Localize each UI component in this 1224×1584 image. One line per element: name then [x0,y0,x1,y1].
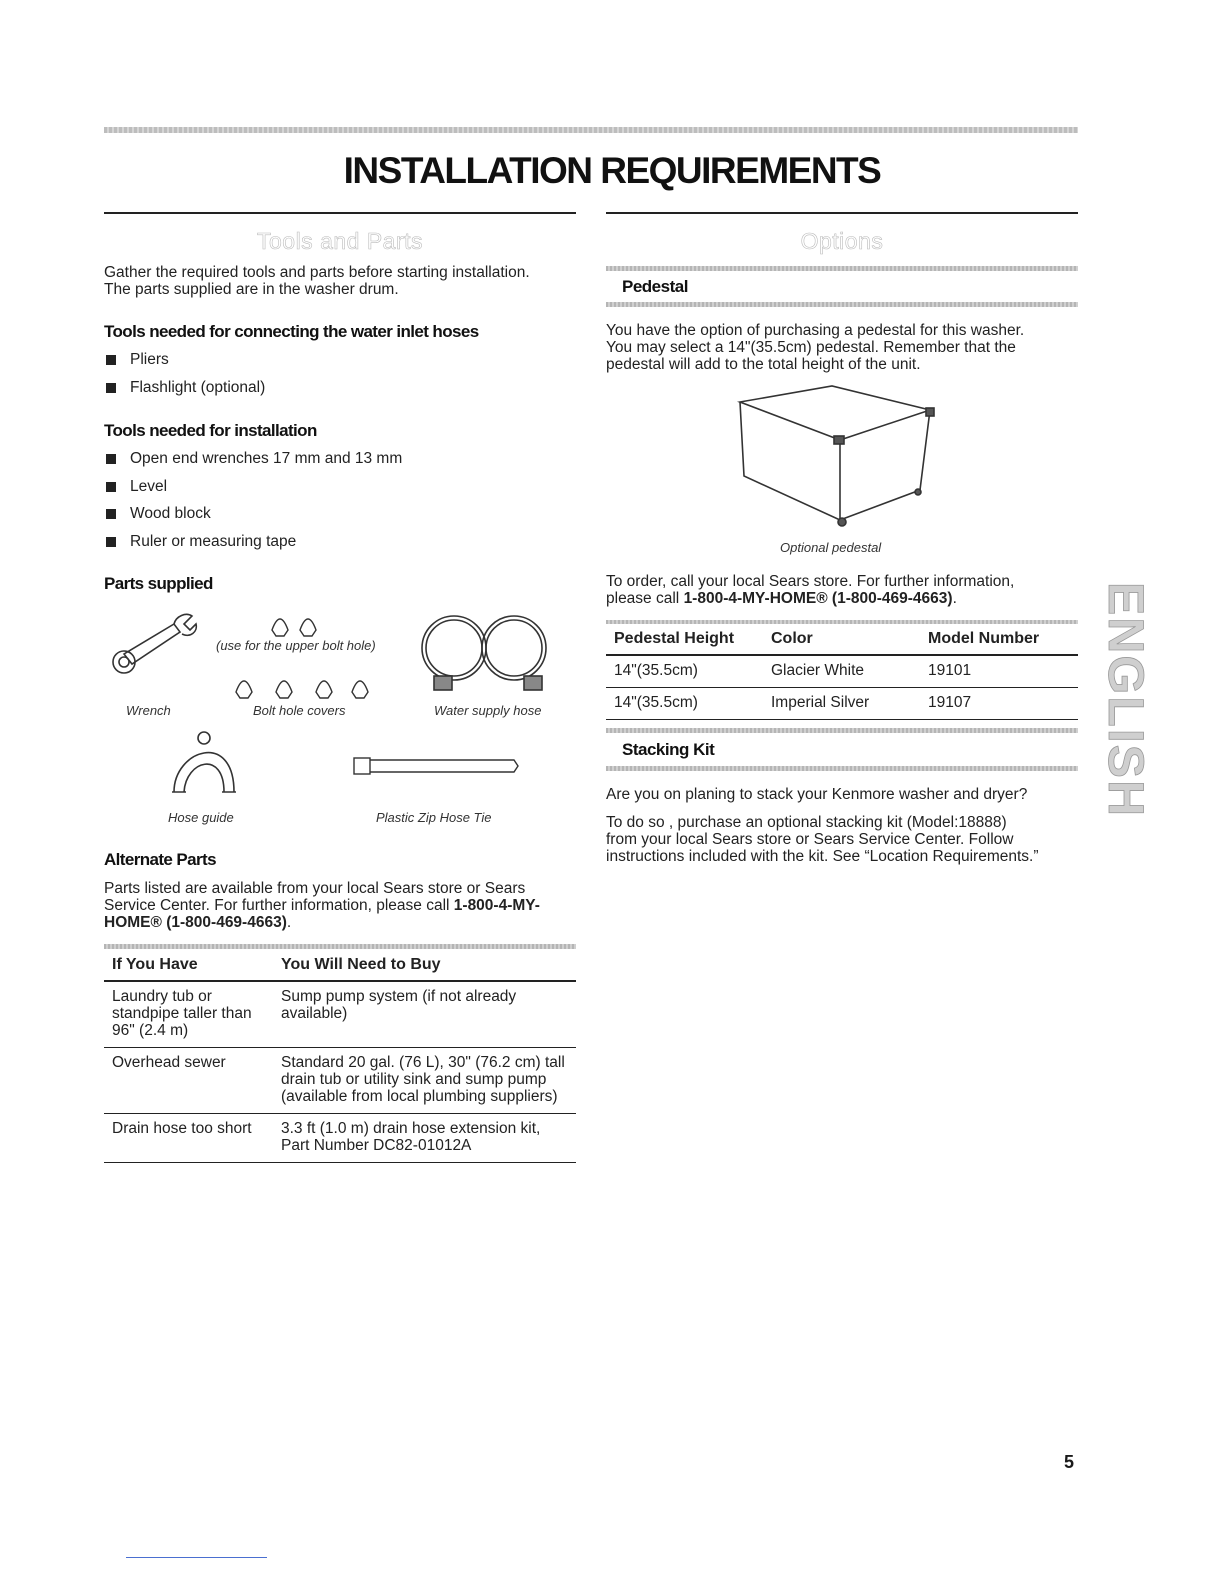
table-header: Model Number [920,624,1078,655]
stacking-kit-heading: Stacking Kit [622,740,715,759]
caption-zip-tie: Plastic Zip Hose Tie [376,810,492,825]
page-number: 5 [1064,1452,1075,1472]
tools-intro: Gather the required tools and parts before starting installation. The parts supplied are in the washer drum. [104,264,530,298]
table-header: You Will Need to Buy [273,950,576,981]
table-cell: 14"(35.5cm) [606,655,763,688]
table-cell: Standard 20 gal. (76 L), 30" (76.2 cm) tall drain tub or utility sink and sump pump (available from local plumbing suppliers) [273,1048,576,1114]
table-top-bar [104,944,576,949]
water-hose-icon [422,616,546,690]
table-cell: Sump pump system (if not already available) [273,981,576,1048]
order-text: To order, call your local Sears store. For further information, please call 1-800-4-MY-HOME® (1-800-469-4663). [606,573,1015,607]
table-cell: 14"(35.5cm) [606,688,763,720]
stacking-bottom-bar [606,766,1078,771]
side-language-tab [1097,560,1154,840]
stacking-top-bar [606,728,1078,733]
hose-guide-icon [172,732,236,792]
left-section-rule [104,212,576,214]
table-cell: 19101 [920,655,1078,688]
stacking-question: Are you on planing to stack your Kenmore washer and dryer? [606,786,1028,803]
stacking-text: To do so , purchase an optional stacking kit (Model:18888) from your local Sears store or Sears Service Center. Follow instructions included with the kit. See “Location Requirements.” [606,814,1039,865]
side-label-english: ENGLISH [1097,581,1154,819]
list-item: Ruler or measuring tape [104,533,564,561]
table-cell: Glacier White [763,655,920,688]
caption-upper-bolt: (use for the upper bolt hole) [216,638,376,653]
caption-wrench: Wrench [126,703,171,718]
top-decorative-bar [104,127,1078,133]
pedestal-illustration [730,380,950,530]
caption-water-supply-hose: Water supply hose [434,703,542,718]
table-header: If You Have [104,950,273,981]
parts-illustration [104,600,584,840]
tools-install-heading: Tools needed for installation [104,421,317,440]
pedestal-bottom-bar [606,302,1078,307]
page-title: INSTALLATION REQUIREMENTS [343,150,881,191]
table-row [606,655,1078,688]
table-row [104,1114,576,1163]
list-item: Open end wrenches 17 mm and 13 mm [104,450,564,478]
table-cell: Drain hose too short [104,1114,273,1163]
table-header: Pedestal Height [606,624,763,655]
alternate-parts-heading: Alternate Parts [104,850,216,869]
table-cell: Laundry tub or standpipe taller than 96" (2.4 m) [104,981,273,1048]
list-item: Pliers [104,351,564,379]
table-header-row [606,624,1078,655]
wrench-icon [113,614,196,673]
caption-bolt-hole-covers: Bolt hole covers [253,703,346,718]
tools-water-heading: Tools needed for connecting the water inlet hoses [104,322,479,341]
alternate-parts-text: Parts listed are available from your local Sears store or Sears Service Center. For further information, please call 1-800-4-MY- HOME® (1-800-469-4663). [104,880,540,931]
alternate-parts-table [104,950,576,1163]
table-row [104,1048,576,1114]
caption-hose-guide: Hose guide [168,810,234,825]
footer-line [126,1557,267,1558]
caption-optional-pedestal: Optional pedestal [780,540,882,555]
right-section-rule [606,212,1078,214]
zip-tie-icon [354,758,518,774]
pedestal-table [606,624,1078,720]
table-cell: 3.3 ft (1.0 m) drain hose extension kit, Part Number DC82-01012A [273,1114,576,1163]
table-header: Color [763,624,920,655]
list-item: Wood block [104,505,564,533]
pedestal-top-bar [606,266,1078,271]
table-row [104,981,576,1048]
options-title: Options [800,228,884,254]
tools-install-list [104,450,564,560]
tools-and-parts-title: Tools and Parts [256,228,424,254]
list-item: Flashlight (optional) [104,379,564,407]
table-header-row [104,950,576,981]
tools-water-list [104,351,564,406]
bolt-cover-icon [236,619,368,698]
list-item: Level [104,478,564,506]
table-cell: Imperial Silver [763,688,920,720]
table-cell: Overhead sewer [104,1048,273,1114]
pedestal-icon [740,386,934,526]
pedestal-text: You have the option of purchasing a pedestal for this washer. You may select a 14"(35.5cm) pedestal. Remember that the pedestal will add to the total height of the unit. [606,322,1025,373]
pedestal-heading: Pedestal [622,277,688,296]
table-cell: 19107 [920,688,1078,720]
table-row [606,688,1078,720]
parts-supplied-heading: Parts supplied [104,574,213,593]
